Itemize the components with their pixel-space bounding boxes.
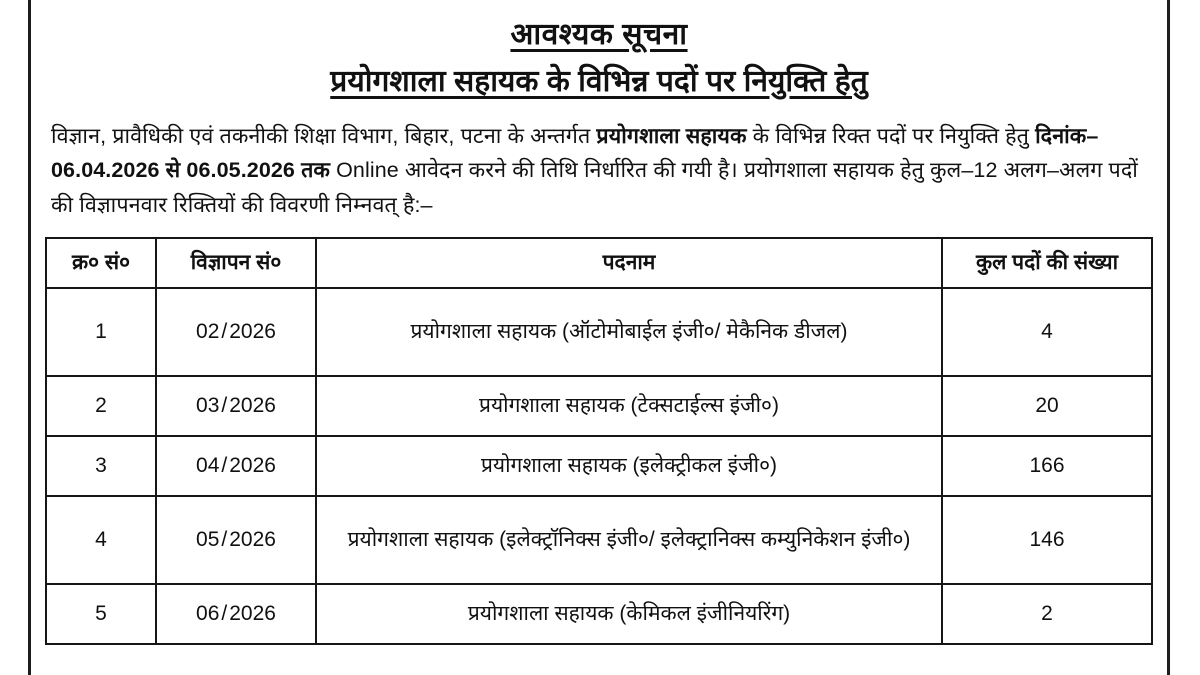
- paragraph-bold-dates: दिनांक–06.04.2026 से 06.05.2026 तक: [51, 123, 1099, 183]
- cell-serial: 1: [46, 288, 156, 376]
- advt-number: 03: [196, 394, 220, 418]
- advt-year: 2026: [229, 528, 276, 552]
- cell-post-name: प्रयोगशाला सहायक (टेक्सटाईल्स इंजी०): [316, 376, 942, 436]
- column-header-total-posts: कुल पदों की संख्या: [942, 238, 1152, 288]
- cell-total-posts: 146: [942, 496, 1152, 584]
- cell-serial: 3: [46, 436, 156, 496]
- advt-slash: /: [221, 528, 228, 552]
- page-title: आवश्यक सूचना: [510, 18, 688, 51]
- cell-post-name: प्रयोगशाला सहायक (ऑटोमोबाईल इंजी०/ मेकैनिक डीजल): [316, 288, 942, 376]
- cell-advertisement: [156, 584, 316, 644]
- cell-advertisement: [156, 436, 316, 496]
- cell-advertisement: [156, 496, 316, 584]
- column-header-post-name: पदनाम: [316, 238, 942, 288]
- right-margin: [1172, 0, 1200, 675]
- paragraph-part-5: Online आवेदन करने की तिथि निर्धारित की गयी है। प्रयोगशाला सहायक हेतु कुल–12 अलग–अलग पदों की विज्ञापनवार रिक्तियों की विवरणी निम्नवत् है:–: [51, 158, 1138, 218]
- advt-slash: /: [221, 394, 228, 418]
- advt-number: 02: [196, 320, 220, 344]
- cell-total-posts: 20: [942, 376, 1152, 436]
- table-head: [46, 238, 1152, 288]
- table-body: [46, 288, 1152, 644]
- cell-serial: 5: [46, 584, 156, 644]
- table-header-row: [46, 238, 1152, 288]
- table-row: [46, 496, 1152, 584]
- paragraph-part-3: के विभिन्न रिक्त पदों पर नियुक्ति हेतु: [746, 123, 1036, 148]
- column-header-serial: क्र० सं०: [46, 238, 156, 288]
- table-row: [46, 436, 1152, 496]
- paragraph-part-1: विज्ञान, प्रावैधिकी एवं तकनीकी शिक्षा विभाग, बिहार, पटना के अन्तर्गत: [51, 123, 597, 148]
- cell-total-posts: 4: [942, 288, 1152, 376]
- document-frame: [28, 0, 1170, 675]
- advt-fraction: [196, 454, 276, 477]
- notice-paragraph: [45, 119, 1153, 223]
- cell-total-posts: 166: [942, 436, 1152, 496]
- advt-fraction: [196, 394, 276, 417]
- cell-advertisement: [156, 288, 316, 376]
- advt-slash: /: [221, 602, 228, 626]
- cell-serial: 4: [46, 496, 156, 584]
- advt-year: 2026: [229, 454, 276, 478]
- cell-serial: 2: [46, 376, 156, 436]
- column-header-advertisement: विज्ञापन सं०: [156, 238, 316, 288]
- vacancy-table: [45, 237, 1153, 645]
- left-margin: [0, 0, 28, 675]
- cell-advertisement: [156, 376, 316, 436]
- paragraph-bold-post: प्रयोगशाला सहायक: [596, 123, 747, 148]
- advt-fraction: [196, 320, 276, 343]
- advt-year: 2026: [229, 320, 276, 344]
- advt-slash: /: [221, 454, 228, 478]
- cell-post-name: प्रयोगशाला सहायक (इलेक्ट्रॉनिक्स इंजी०/ इलेक्ट्रानिक्स कम्युनिकेशन इंजी०): [316, 496, 942, 584]
- table-row: [46, 288, 1152, 376]
- advt-slash: /: [221, 320, 228, 344]
- advt-number: 05: [196, 528, 220, 552]
- advt-year: 2026: [229, 602, 276, 626]
- cell-post-name: प्रयोगशाला सहायक (केमिकल इंजीनियरिंग): [316, 584, 942, 644]
- cell-post-name: प्रयोगशाला सहायक (इलेक्ट्रीकल इंजी०): [316, 436, 942, 496]
- table-row: [46, 584, 1152, 644]
- heading-block: [45, 0, 1153, 101]
- document-content: [31, 0, 1167, 645]
- advt-fraction: [196, 528, 276, 551]
- advt-fraction: [196, 602, 276, 625]
- cell-total-posts: 2: [942, 584, 1152, 644]
- advt-number: 06: [196, 602, 220, 626]
- page-subtitle: प्रयोगशाला सहायक के विभिन्न पदों पर नियुक्ति हेतु: [330, 64, 868, 98]
- vacancy-table-wrapper: [45, 237, 1153, 645]
- advt-year: 2026: [229, 394, 276, 418]
- advt-number: 04: [196, 454, 220, 478]
- table-row: [46, 376, 1152, 436]
